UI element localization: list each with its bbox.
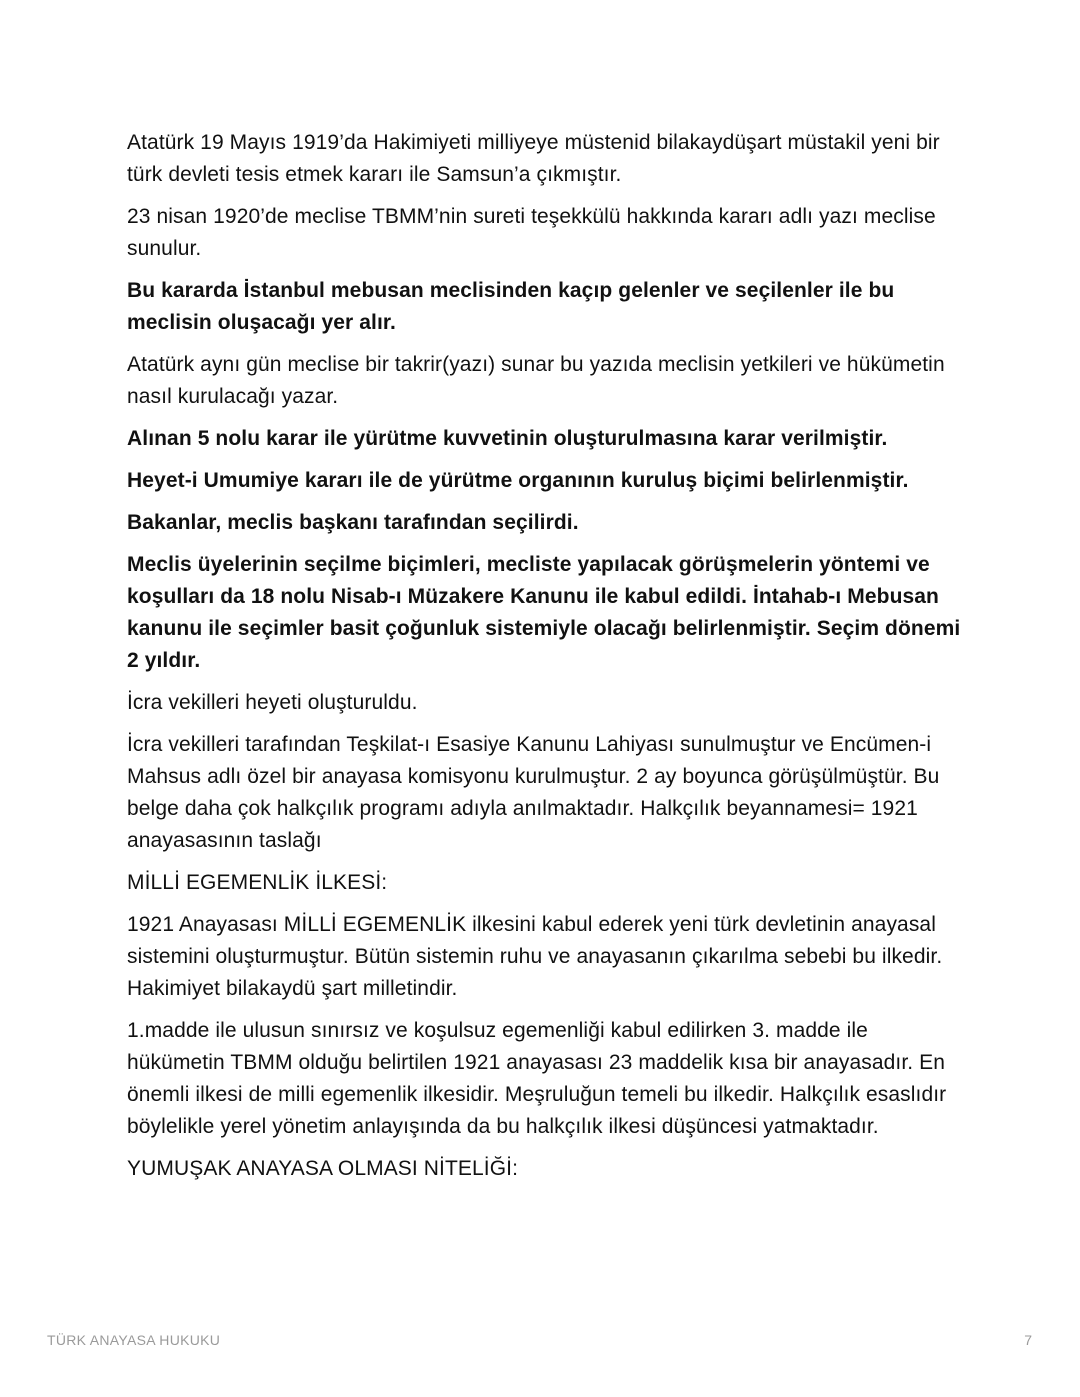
- paragraph-1921-anayasasi: 1921 Anayasası MİLLİ EGEMENLİK ilkesini kabul ederek yeni türk devletinin anayasal sistemini oluşturmuştur. Bütün sistemin ruhu ve anayasanın çıkarılma sebebi bu ilkedir. Hakimiyet bilakaydü şart milletindir.: [127, 913, 943, 1000]
- heading-milli-egemenlik: MİLLİ EGEMENLİK İLKESİ:: [127, 871, 388, 894]
- paragraph-bakanlar: Bakanlar, meclis başkanı tarafından seçilirdi.: [127, 511, 579, 534]
- paragraph-istanbul-mebusan: Bu kararda İstanbul mebusan meclisinden kaçıp gelenler ve seçilenler ile bu meclisin oluşacağı yer alır.: [127, 279, 895, 334]
- paragraph-heyet-i-umumiye: Heyet-i Umumiye kararı ile de yürütme organının kuruluş biçimi belirlenmiştir.: [127, 469, 909, 492]
- heading-yumusak-anayasa: YUMUŞAK ANAYASA OLMASI NİTELİĞİ:: [127, 1157, 519, 1180]
- paragraph-teskilat-i-esasiye: İcra vekilleri tarafından Teşkilat-ı Esasiye Kanunu Lahiyası sunulmuştur ve Encümen-i Mahsus adlı özel bir anayasa komisyonu kurulmuştur. 2 ay boyunca görüşülmüştür. Bu belge daha çok halkçılık programı adıyla anılmaktadır. Halkçılık beyannamesi= 1921 anayasasının taslağı: [127, 733, 940, 852]
- paragraph-secim: Meclis üyelerinin seçilme biçimleri, mecliste yapılacak görüşmelerin yöntemi ve koşulları da 18 nolu Nisab-ı Müzakere Kanunu ile kabul edildi. İntahab-ı Mebusan kanunu ile seçimler basit çoğunluk sistemiyle olacağı belirlenmiştir. Seçim dönemi 2 yıldır.: [127, 553, 961, 672]
- paragraph-icra-vekilleri: İcra vekilleri heyeti oluşturuldu.: [127, 691, 418, 714]
- paragraph-23-nisan: 23 nisan 1920’de meclise TBMM’nin sureti teşekkülü hakkında kararı adlı yazı meclise sunulur.: [127, 205, 936, 260]
- paragraph-takrir: Atatürk aynı gün meclise bir takrir(yazı) sunar bu yazıda meclisin yetkileri ve hükümetin nasıl kurulacağı yazar.: [127, 353, 945, 408]
- paragraph-5-nolu-karar: Alınan 5 nolu karar ile yürütme kuvvetinin oluşturulmasına karar verilmiştir.: [127, 427, 888, 450]
- footer-title: TÜRK ANAYASA HUKUKU: [47, 1332, 221, 1348]
- page-body: [127, 127, 967, 1195]
- paragraph-madde: 1.madde ile ulusun sınırsız ve koşulsuz egemenliği kabul edilirken 3. madde ile hükümetin TBMM olduğu belirtilen 1921 anayasası 23 maddelik kısa bir anayasadır. En önemli ilkesi de milli egemenlik ilkesidir. Meşruluğun temeli bu ilkedir. Halkçılık esaslıdır böylelikle yerel yönetim anlayışında da bu halkçılık ilkesi düşüncesi yatmaktadır.: [127, 1019, 947, 1138]
- paragraph-samsun: Atatürk 19 Mayıs 1919’da Hakimiyeti milliyeye müstenid bilakaydüşart müstakil yeni bir türk devleti tesis etmek kararı ile Samsun’a çıkmıştır.: [127, 131, 940, 186]
- page-number: 7: [1024, 1332, 1032, 1348]
